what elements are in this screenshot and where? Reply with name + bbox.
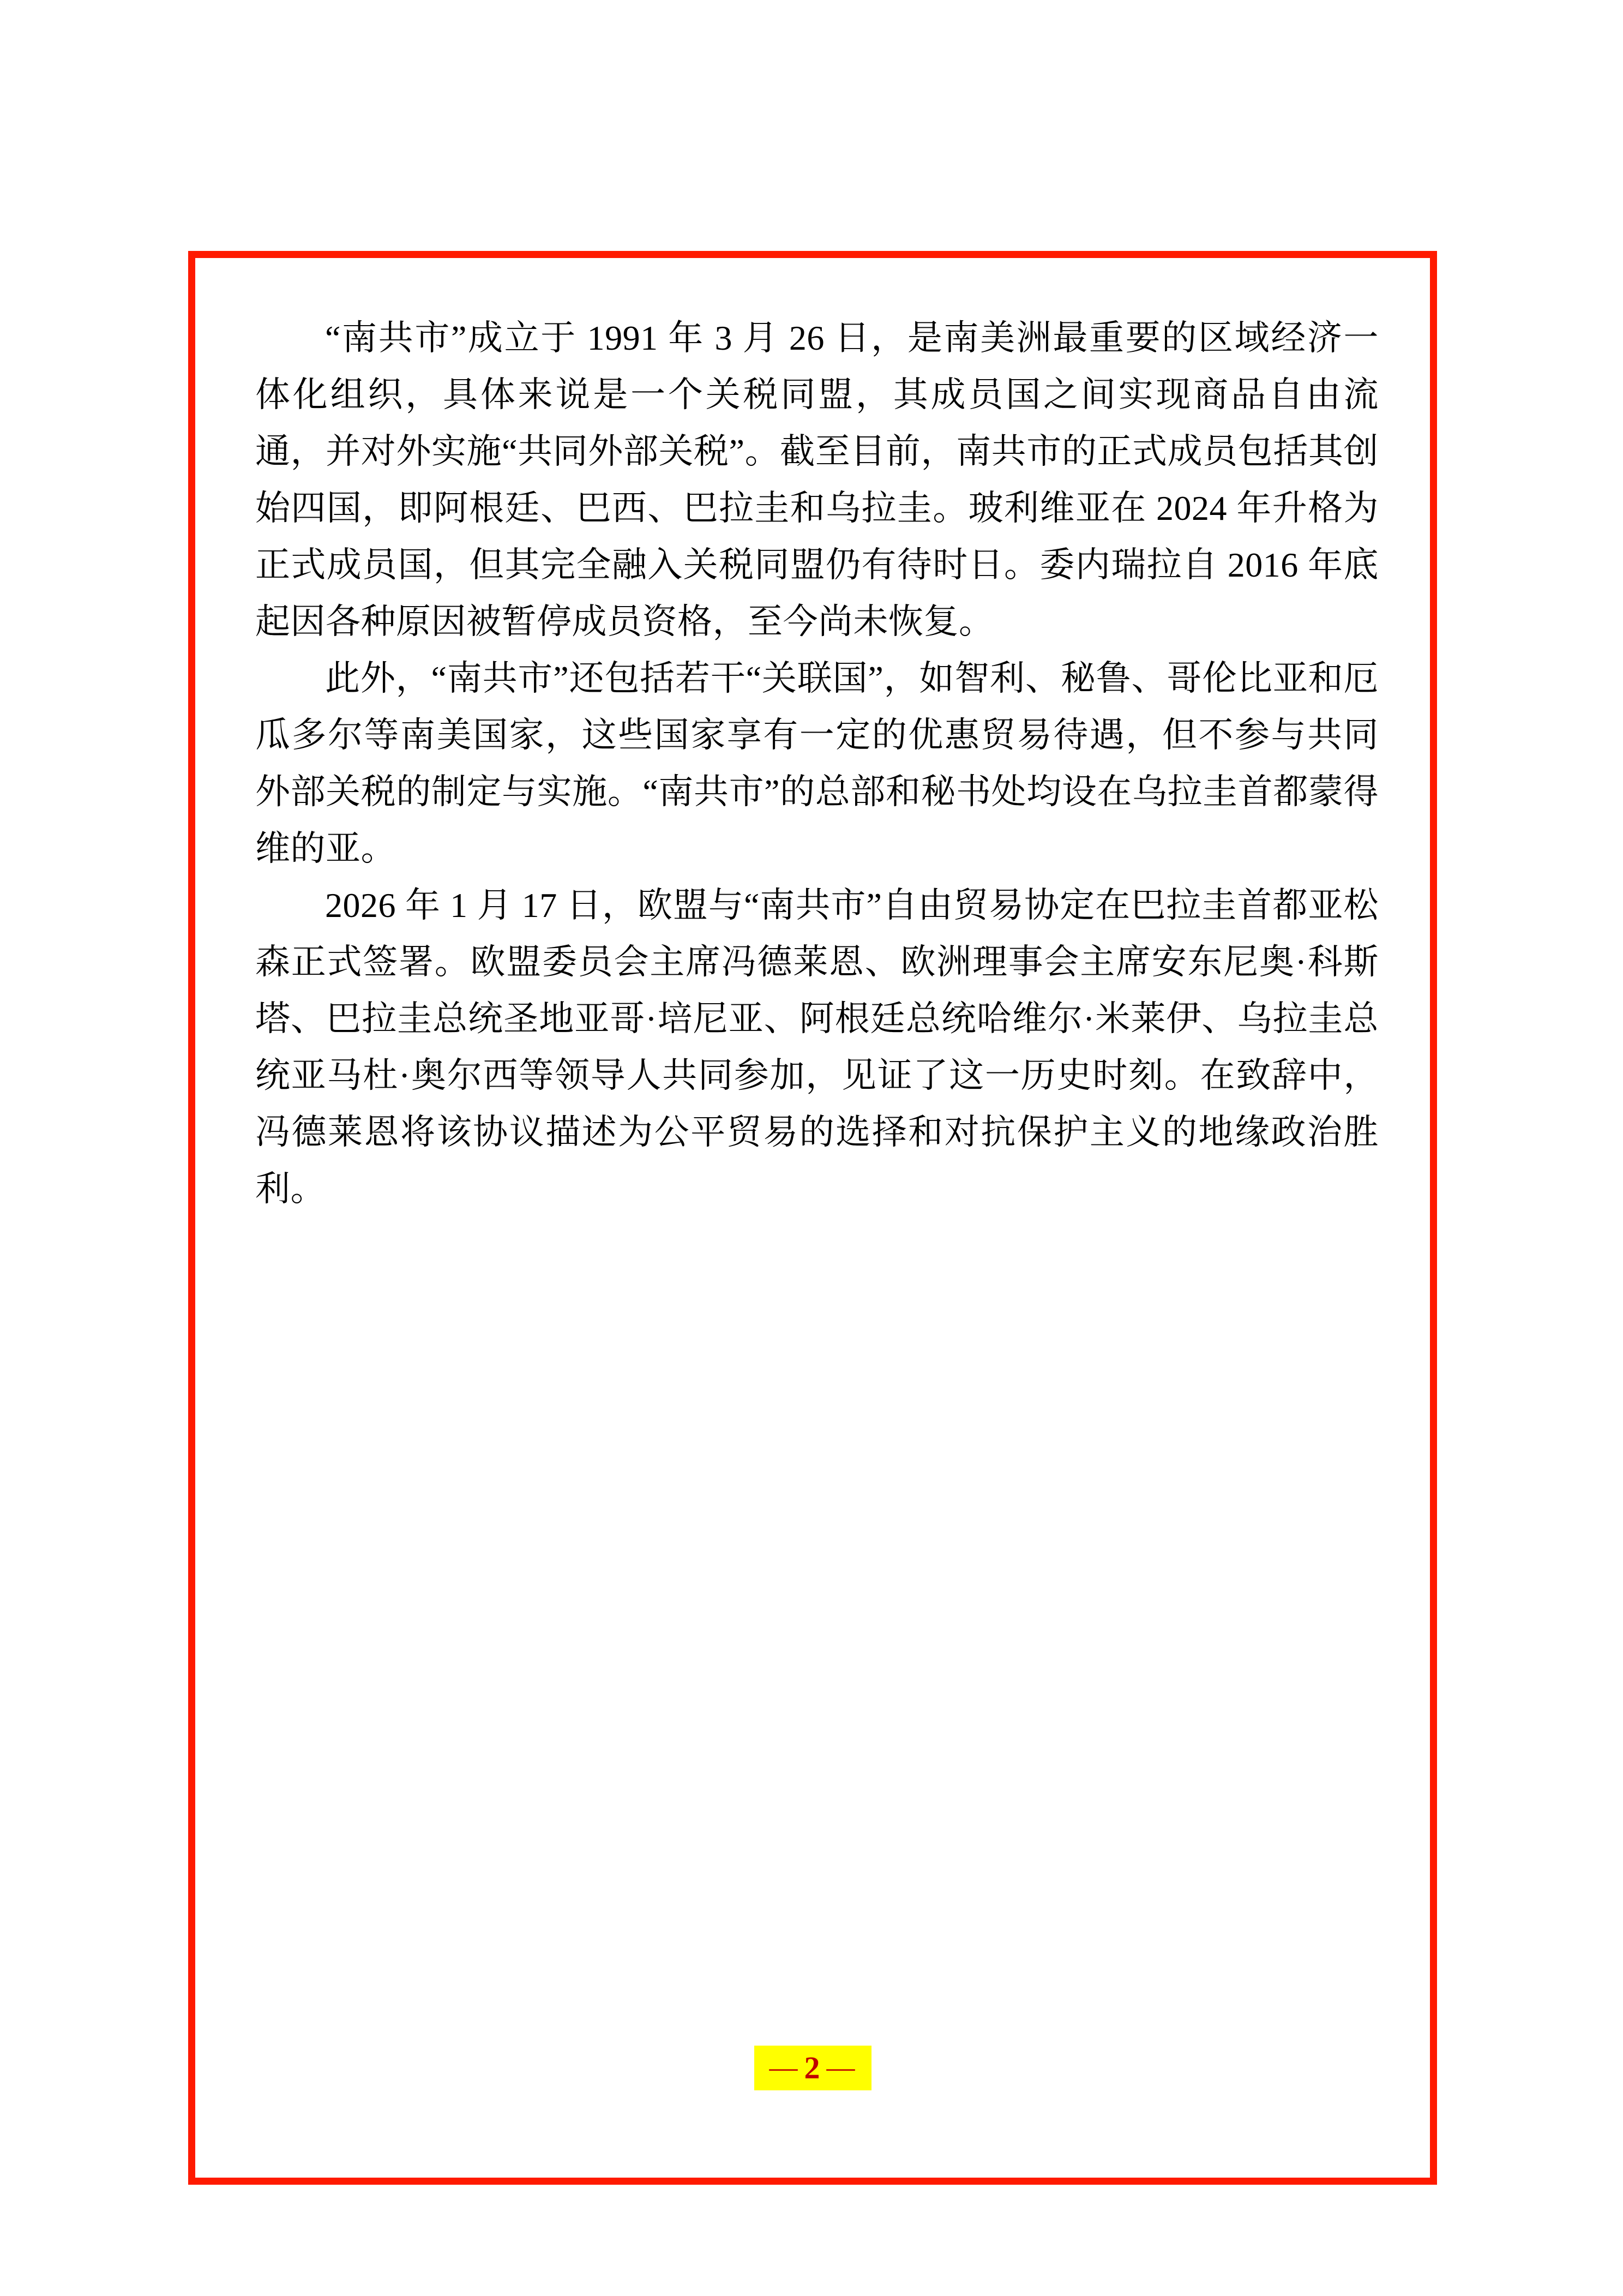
body-text-block — [255, 310, 1379, 1218]
page-number-prefix-dash: — — [769, 2052, 799, 2083]
paragraph-2: 此外，“南共市”还包括若干“关联国”，如智利、秘鲁、哥伦比亚和厄瓜多尔等南美国家，这些国家享有一定的优惠贸易待遇，但不参与共同外部关税的制定与实施。“南共市”的总部和秘书处均设在乌拉圭首都蒙得维的亚。 — [255, 659, 1379, 868]
page-content-area — [223, 280, 1403, 2156]
paragraph-1: “南共市”成立于 1991 年 3 月 26 日，是南美洲最重要的区域经济一体化组织，具体来说是一个关税同盟，其成员国之间实现商品自由流通，并对外实施“共同外部关税”。截至目前，南共市的正式成员包括其创始四国，即阿根廷、巴西、巴拉圭和乌拉圭。玻利维亚在 2024 年升格为正式成员国，但其完全融入关税同盟仍有待时日。委内瑞拉自 2016 年底起因各种原因被暂停成员资格，至今尚未恢复。 — [255, 319, 1379, 641]
page-number-suffix-dash: — — [826, 2052, 856, 2083]
page-number-badge — [754, 2046, 871, 2090]
page-footer — [223, 2046, 1403, 2090]
page-border-frame — [188, 251, 1437, 2185]
page-number-value: 2 — [804, 2050, 821, 2085]
paragraph-3: 2026 年 1 月 17 日，欧盟与“南共市”自由贸易协定在巴拉圭首都亚松森正式签署。欧盟委员会主席冯德莱恩、欧洲理事会主席安东尼奥·科斯塔、巴拉圭总统圣地亚哥·培尼亚、阿根廷总统哈维尔·米莱伊、乌拉圭总统亚马杜·奥尔西等领导人共同参加，见证了这一历史时刻。在致辞中，冯德莱恩将该协议描述为公平贸易的选择和对抗保护主义的地缘政治胜利。 — [255, 886, 1379, 1208]
